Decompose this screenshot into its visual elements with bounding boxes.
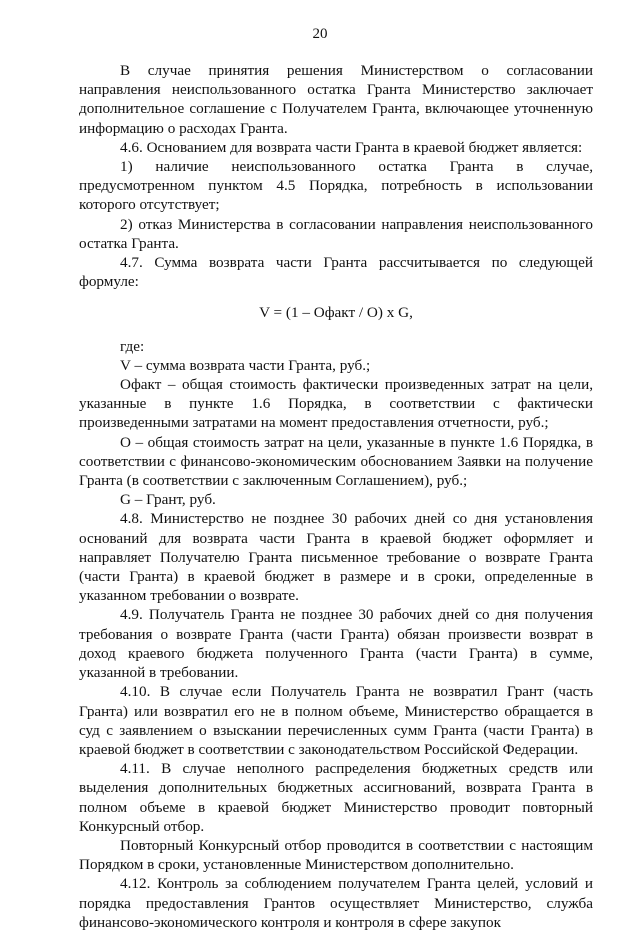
paragraph-4-12: 4.12. Контроль за соблюдением получателем Гранта целей, условий и порядка предоставления Грантов осуществляет Министерство, служба финансово-экономического контроля и контроля в сфере закупок [79, 875, 593, 931]
where-label: где: [120, 337, 145, 355]
return-formula: V = (1 – Офакт / О) х G, [259, 304, 413, 322]
document-body [79, 61, 593, 932]
definition-v: V – сумма возврата части Гранта, руб.; [120, 356, 371, 374]
page-number: 20 [312, 26, 328, 42]
paragraph-grant-balance-agreement: В случае принятия решения Министерством о согласовании направления неиспользованного остатка Гранта Министерство заключает дополнительное соглашение с Получателем Гранта, включающее уточненную информацию о расходах Гранта. [79, 62, 593, 137]
definition-g: G – Грант, руб. [120, 491, 216, 509]
paragraph-4-6-item-1: 1) наличие неиспользованного остатка Гранта в случае, предусмотренном пунктом 4.5 Порядка, потребность в использовании которого отсутствует; [79, 158, 593, 214]
paragraph-repeat-selection: Повторный Конкурсный отбор проводится в соответствии с настоящим Порядком в сроки, установленные Министерством дополнительно. [79, 836, 593, 874]
definition-o: О – общая стоимость затрат на цели, указанные в пункте 1.6 Порядка, в соответствии с финансово-экономическим обоснованием Заявки на получение Гранта (в соответствии с заключенным Соглашением), руб.; [79, 433, 593, 490]
paragraph-4-10: 4.10. В случае если Получатель Гранта не возвратил Грант (часть Гранта) или возвратил его не в полном объеме, Министерство обращается в суд с заявлением о взыскании перечисленных сумм Гранта (части Гранта) в краевой бюджет в соответствии с законодательством Российской Федерации. [79, 683, 593, 758]
definition-ofact: Офакт – общая стоимость фактически произведенных затрат на цели, указанные в пункте 1.6 Порядка, в соответствии с фактически произведенными затратами на момент предоставления отчетности, руб.; [79, 376, 593, 432]
paragraph-4-9: 4.9. Получатель Гранта не позднее 30 рабочих дней со дня получения требования о возврате Гранта (части Гранта) обязан произвести возврат в доход краевого бюджета полученного Гранта (части Гранта) в сумме, указанной в требовании. [79, 606, 593, 682]
paragraph-4-6-item-2: 2) отказ Министерства в согласовании направления неиспользованного остатка Гранта. [79, 215, 593, 252]
paragraph-4-6: 4.6. Основанием для возврата части Гранта в краевой бюджет является: [120, 138, 583, 156]
paragraph-4-8: 4.8. Министерство не позднее 30 рабочих дней со дня установления оснований для возврата части Гранта в краевой бюджет оформляет и направляет Получателю Гранта письменное требование о возврате Гранта (части Гранта) в краевой бюджет в размере и в сроки, определенные в указанном требовании о возврате. [79, 510, 593, 605]
paragraph-4-11: 4.11. В случае неполного распределения бюджетных средств или выделения дополнительных бюджетных ассигнований, возврата Гранта в полном объеме в краевой бюджет Министерство проводит повторный Конкурсный отбор. [79, 760, 593, 835]
paragraph-4-7: 4.7. Сумма возврата части Гранта рассчитывается по следующей формуле: [79, 254, 593, 291]
